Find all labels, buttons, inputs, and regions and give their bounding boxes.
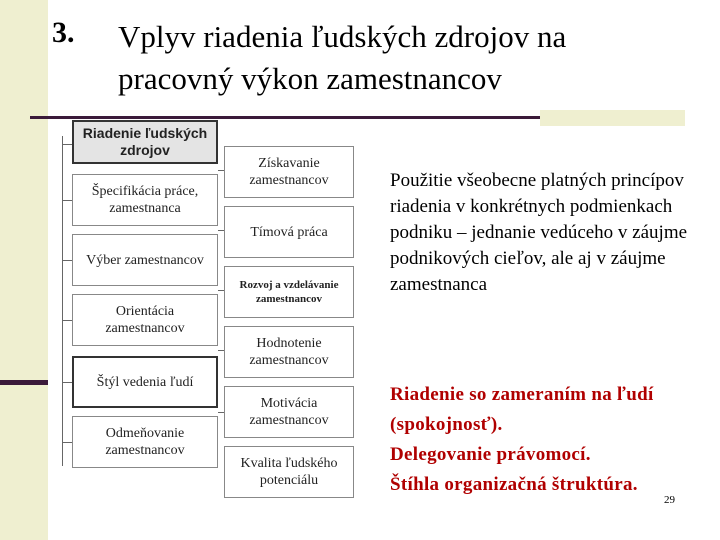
diagram-right-box-2: Tímová práca — [224, 206, 354, 258]
connector-line — [62, 200, 72, 201]
highlight-item-1: Riadenie so zameraním na ľudí (spokojnosť). — [390, 384, 654, 435]
connector-line — [62, 382, 72, 383]
hr-diagram — [58, 118, 358, 498]
slide-number: 3. — [52, 16, 75, 49]
slide-title-line-1: Vplyv riadenia ľudských zdrojov na — [118, 19, 567, 54]
left-decor-bar — [0, 380, 48, 385]
connector-line — [62, 442, 72, 443]
title-shade-decor — [540, 110, 685, 126]
diagram-left-box-5: Odmeňovanie zamestnancov — [72, 416, 218, 468]
slide-title-line-2: pracovný výkon zamestnancov — [118, 61, 502, 96]
diagram-left-box-4: Štýl vedenia ľudí — [72, 356, 218, 408]
highlight-item-2: Delegovanie právomocí. — [390, 444, 591, 465]
diagram-right-box-1: Získavanie zamestnancov — [224, 146, 354, 198]
connector-line — [62, 260, 72, 261]
highlight-item-3: Štíhla organizačná štruktúra. — [390, 474, 638, 495]
diagram-left-box-1: Špecifikácia práce, zamestnanca — [72, 174, 218, 226]
highlight-list — [390, 380, 710, 500]
diagram-head-box: Riadenie ľudských zdrojov — [72, 120, 218, 164]
body-paragraph: Použitie všeobecne platných princípov riadenia v konkrétnych podmienkach podniku – jednanie vedúceho v záujme podnikových cieľov, ale aj v záujme zamestnanca — [390, 170, 688, 295]
slide-title — [118, 16, 566, 100]
left-decor-strip — [0, 0, 48, 540]
diagram-right-box-4: Hodnotenie zamestnancov — [224, 326, 354, 378]
diagram-right-box-5: Motivácia zamestnancov — [224, 386, 354, 438]
page-number: 29 — [664, 494, 675, 506]
diagram-right-box-6: Kvalita ľudského potenciálu — [224, 446, 354, 498]
diagram-left-box-2: Výber zamestnancov — [72, 234, 218, 286]
diagram-left-box-3: Orientácia zamestnancov — [72, 294, 218, 346]
diagram-right-box-3: Rozvoj a vzdelávanie zamestnancov — [224, 266, 354, 318]
connector-line — [62, 320, 72, 321]
diagram-connector-spine — [62, 136, 63, 466]
connector-line — [62, 144, 72, 145]
